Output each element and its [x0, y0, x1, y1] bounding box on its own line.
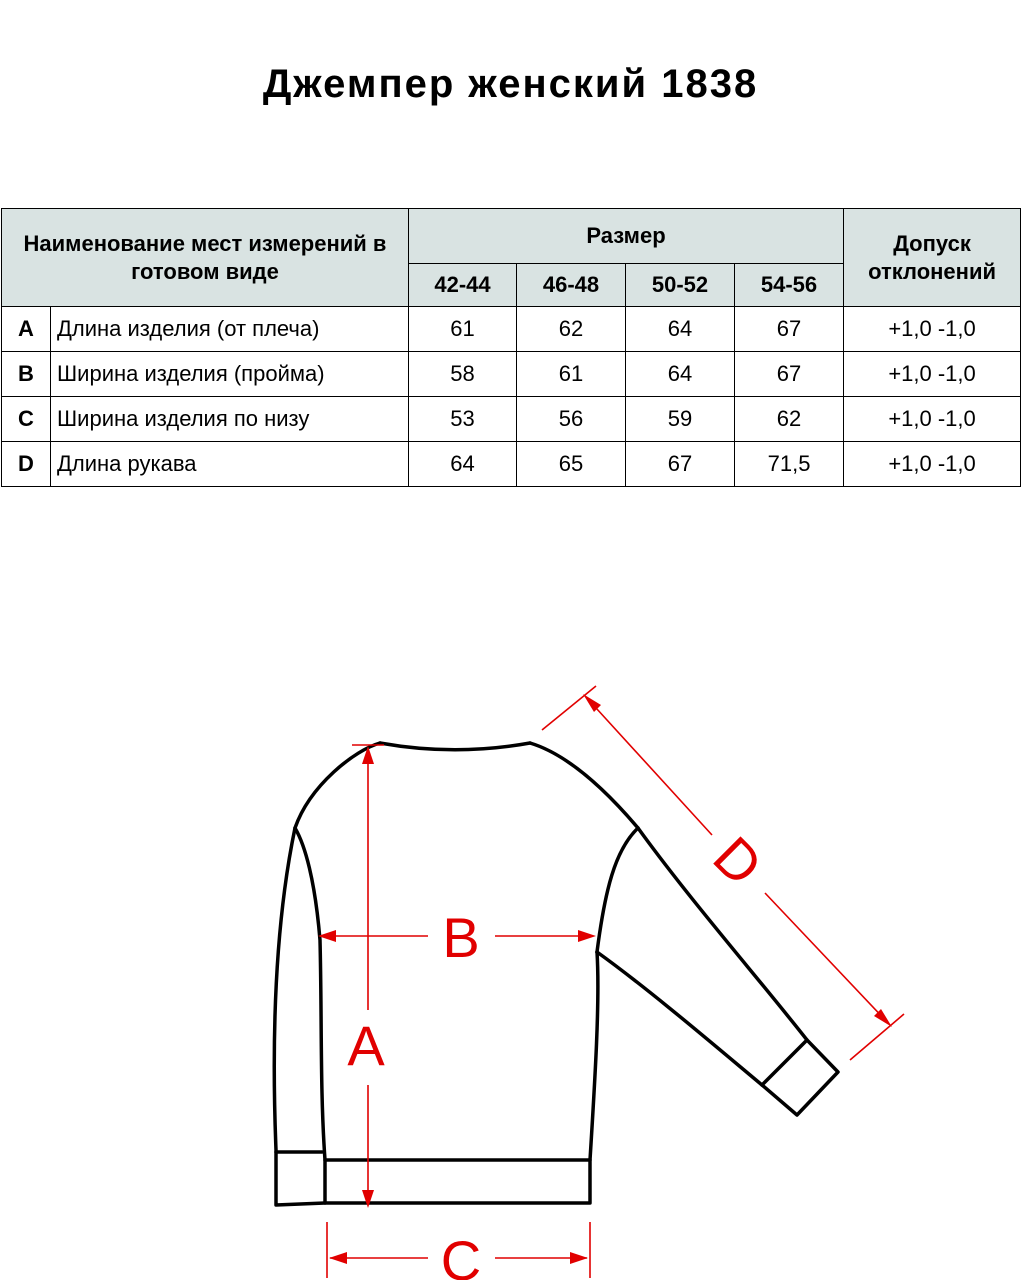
row-value: 67 [735, 307, 844, 352]
sweater-diagram [0, 600, 1021, 1280]
size-header: Размер [409, 209, 844, 264]
size-column-header: 46-48 [517, 264, 626, 307]
row-measure-name: Ширина изделия по низу [51, 397, 409, 442]
row-tolerance: +1,0 -1,0 [844, 352, 1021, 397]
row-tolerance: +1,0 -1,0 [844, 442, 1021, 487]
row-value: 59 [626, 397, 735, 442]
dimension-a [347, 745, 385, 1208]
row-measure-name: Ширина изделия (пройма) [51, 352, 409, 397]
dimension-c-label: C [440, 1229, 482, 1280]
row-value: 62 [517, 307, 626, 352]
table-row [2, 442, 1021, 487]
tolerance-header: Допуск отклонений [844, 209, 1021, 307]
row-value: 64 [626, 352, 735, 397]
dimension-b-label: B [442, 906, 480, 969]
row-tolerance: +1,0 -1,0 [844, 307, 1021, 352]
dimension-b [318, 906, 596, 969]
size-table [1, 208, 1021, 487]
row-value: 65 [517, 442, 626, 487]
size-column-header: 42-44 [409, 264, 517, 307]
size-column-header: 54-56 [735, 264, 844, 307]
row-value: 67 [735, 352, 844, 397]
row-value: 58 [409, 352, 517, 397]
row-value: 53 [409, 397, 517, 442]
row-code: A [2, 307, 51, 352]
row-value: 67 [626, 442, 735, 487]
measure-header: Наименование мест измерений в готовом виде [2, 209, 409, 307]
table-row [2, 352, 1021, 397]
row-tolerance: +1,0 -1,0 [844, 397, 1021, 442]
row-code: C [2, 397, 51, 442]
row-value: 64 [409, 442, 517, 487]
row-value: 62 [735, 397, 844, 442]
row-measure-name: Длина рукава [51, 442, 409, 487]
row-value: 56 [517, 397, 626, 442]
row-code: B [2, 352, 51, 397]
table-row [2, 307, 1021, 352]
page-title: Джемпер женский 1838 [262, 62, 759, 106]
dimension-c [327, 1222, 590, 1280]
row-value: 61 [409, 307, 517, 352]
row-value: 61 [517, 352, 626, 397]
table-row [2, 397, 1021, 442]
row-code: D [2, 442, 51, 487]
row-measure-name: Длина изделия (от плеча) [51, 307, 409, 352]
row-value: 64 [626, 307, 735, 352]
sweater-outline [274, 743, 838, 1205]
dimension-a-label: A [347, 1014, 385, 1077]
row-value: 71,5 [735, 442, 844, 487]
dimension-d-label: D [701, 824, 775, 898]
size-column-header: 50-52 [626, 264, 735, 307]
